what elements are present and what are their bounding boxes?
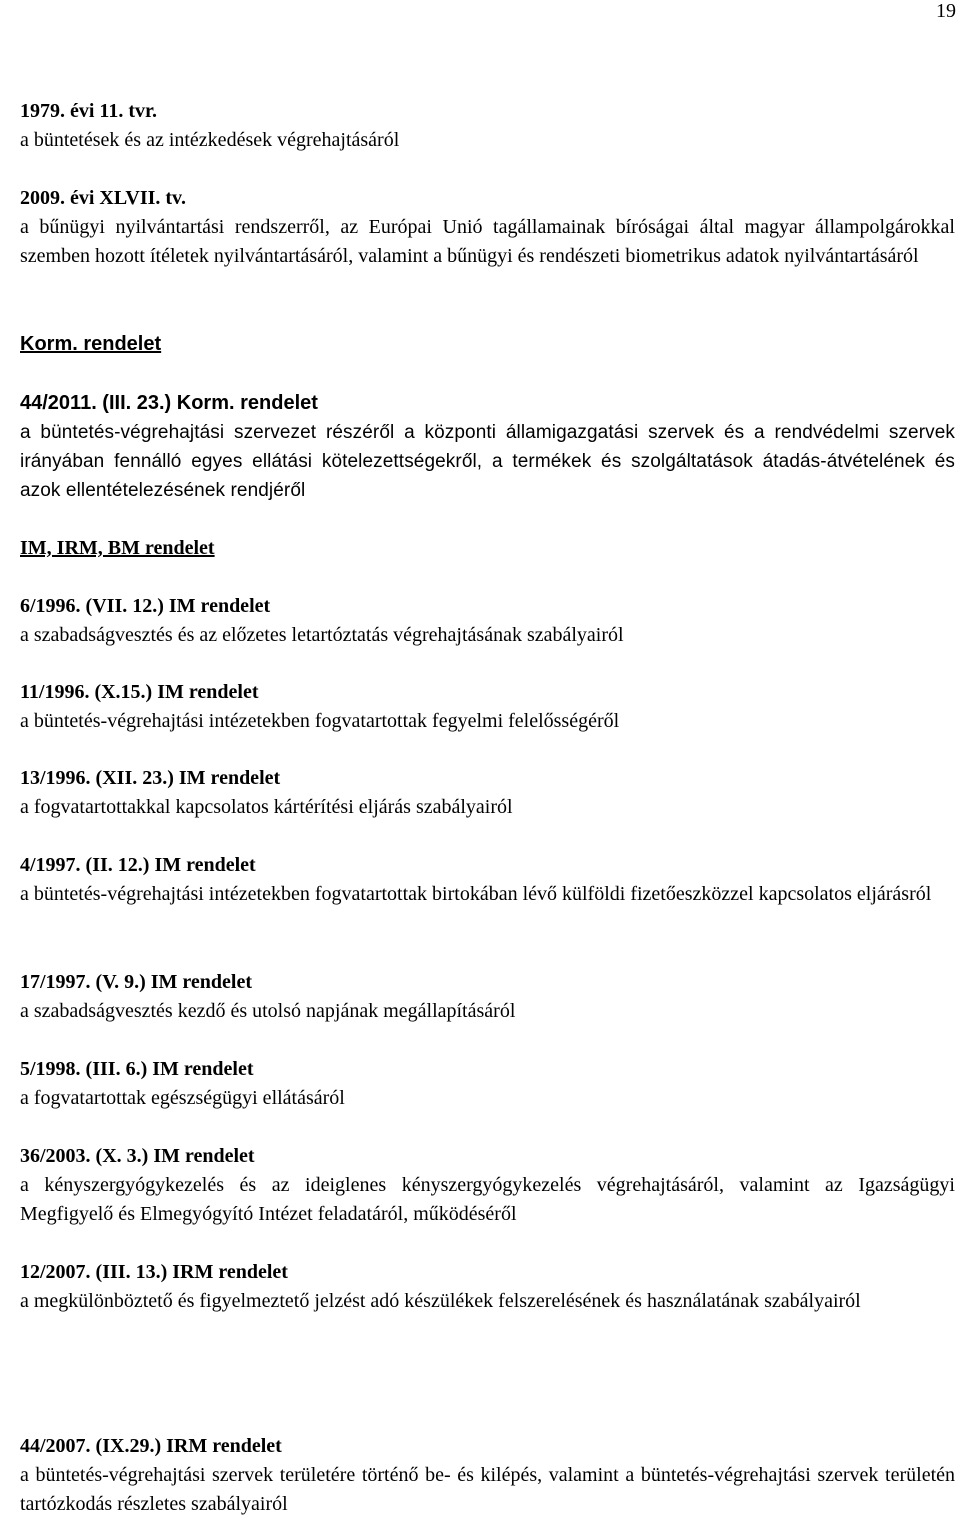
- entry-title: 2009. évi XLVII. tv.: [20, 187, 186, 209]
- entry-description: a kényszergyógykezelés és az ideiglenes kényszergyógykezelés végrehajtásáról, valamint az Igazságügyi Megfigyelő és Elmegyógyító Intézet feladatáról, működéséről: [20, 1174, 955, 1225]
- law-entry: [20, 1258, 955, 1316]
- entry-title: 4/1997. (II. 12.) IM rendelet: [20, 854, 256, 876]
- entry-description: a szabadságvesztés kezdő és utolsó napjának megállapításáról: [20, 1000, 516, 1022]
- law-entry: [20, 1055, 955, 1113]
- law-entry: [20, 764, 955, 822]
- entry-title: 5/1998. (III. 6.) IM rendelet: [20, 1058, 254, 1080]
- entry-title: 12/2007. (III. 13.) IRM rendelet: [20, 1261, 288, 1283]
- law-entry: [20, 389, 955, 505]
- entry-description: a büntetés-végrehajtási szervek területére történő be- és kilépés, valamint a büntetés-végrehajtási szervek területén tartózkodás részletes szabályairól: [20, 1464, 955, 1515]
- law-entry: [20, 1432, 955, 1519]
- entry-title: 36/2003. (X. 3.) IM rendelet: [20, 1145, 255, 1167]
- section-heading: IM, IRM, BM rendelet: [20, 537, 215, 559]
- law-entry: [20, 968, 955, 1026]
- law-entry: [20, 97, 955, 155]
- entry-description: a bűnügyi nyilvántartási rendszerről, az Európai Unió tagállamainak bíróságai által magyar állampolgárokkal szemben hozott ítéletek nyilvántartásáról, valamint a bűnügyi és rendészeti biometrikus adatok nyilvántartásáról: [20, 216, 955, 267]
- section-heading-im: [20, 534, 955, 563]
- entry-description: a szabadságvesztés és az előzetes letartóztatás végrehajtásának szabályairól: [20, 624, 624, 646]
- entry-title: 1979. évi 11. tvr.: [20, 100, 158, 122]
- entry-title: 6/1996. (VII. 12.) IM rendelet: [20, 595, 271, 617]
- law-entry: [20, 1142, 955, 1229]
- entry-title: 13/1996. (XII. 23.) IM rendelet: [20, 767, 281, 789]
- entry-description: a fogvatartottak egészségügyi ellátásáról: [20, 1087, 345, 1109]
- entry-description: a megkülönböztető és figyelmeztető jelzést adó készülékek felszerelésének és használatának szabályairól: [20, 1290, 861, 1312]
- page-number: 19: [936, 0, 956, 22]
- section-heading: Korm. rendelet: [20, 333, 162, 355]
- entry-description: a büntetés-végrehajtási intézetekben fogvatartottak fegyelmi felelősségéről: [20, 710, 620, 732]
- law-entry: [20, 678, 955, 736]
- law-entry: [20, 184, 955, 271]
- entry-description: a büntetés-végrehajtási intézetekben fogvatartottak birtokában lévő külföldi fizetőeszközzel kapcsolatos eljárásról: [20, 883, 932, 905]
- entry-title: 17/1997. (V. 9.) IM rendelet: [20, 971, 253, 993]
- law-entry: [20, 592, 955, 650]
- entry-title: 44/2011. (III. 23.) Korm. rendelet: [20, 392, 318, 414]
- entry-description: a fogvatartottakkal kapcsolatos kártérítési eljárás szabályairól: [20, 796, 513, 818]
- law-entry: [20, 851, 955, 909]
- entry-title: 11/1996. (X.15.) IM rendelet: [20, 681, 259, 703]
- entry-description: a büntetések és az intézkedések végrehajtásáról: [20, 129, 400, 151]
- section-heading-korm: [20, 330, 955, 359]
- entry-title: 44/2007. (IX.29.) IRM rendelet: [20, 1435, 282, 1457]
- entry-description: a büntetés-végrehajtási szervezet részéről a központi államigazgatási szervek és a rendvédelmi szervek irányában fennálló egyes ellátási kötelezettségekről, a termékek és szolgáltatások átadás-átvételének és azok ellentételezésének rendjéről: [20, 422, 955, 501]
